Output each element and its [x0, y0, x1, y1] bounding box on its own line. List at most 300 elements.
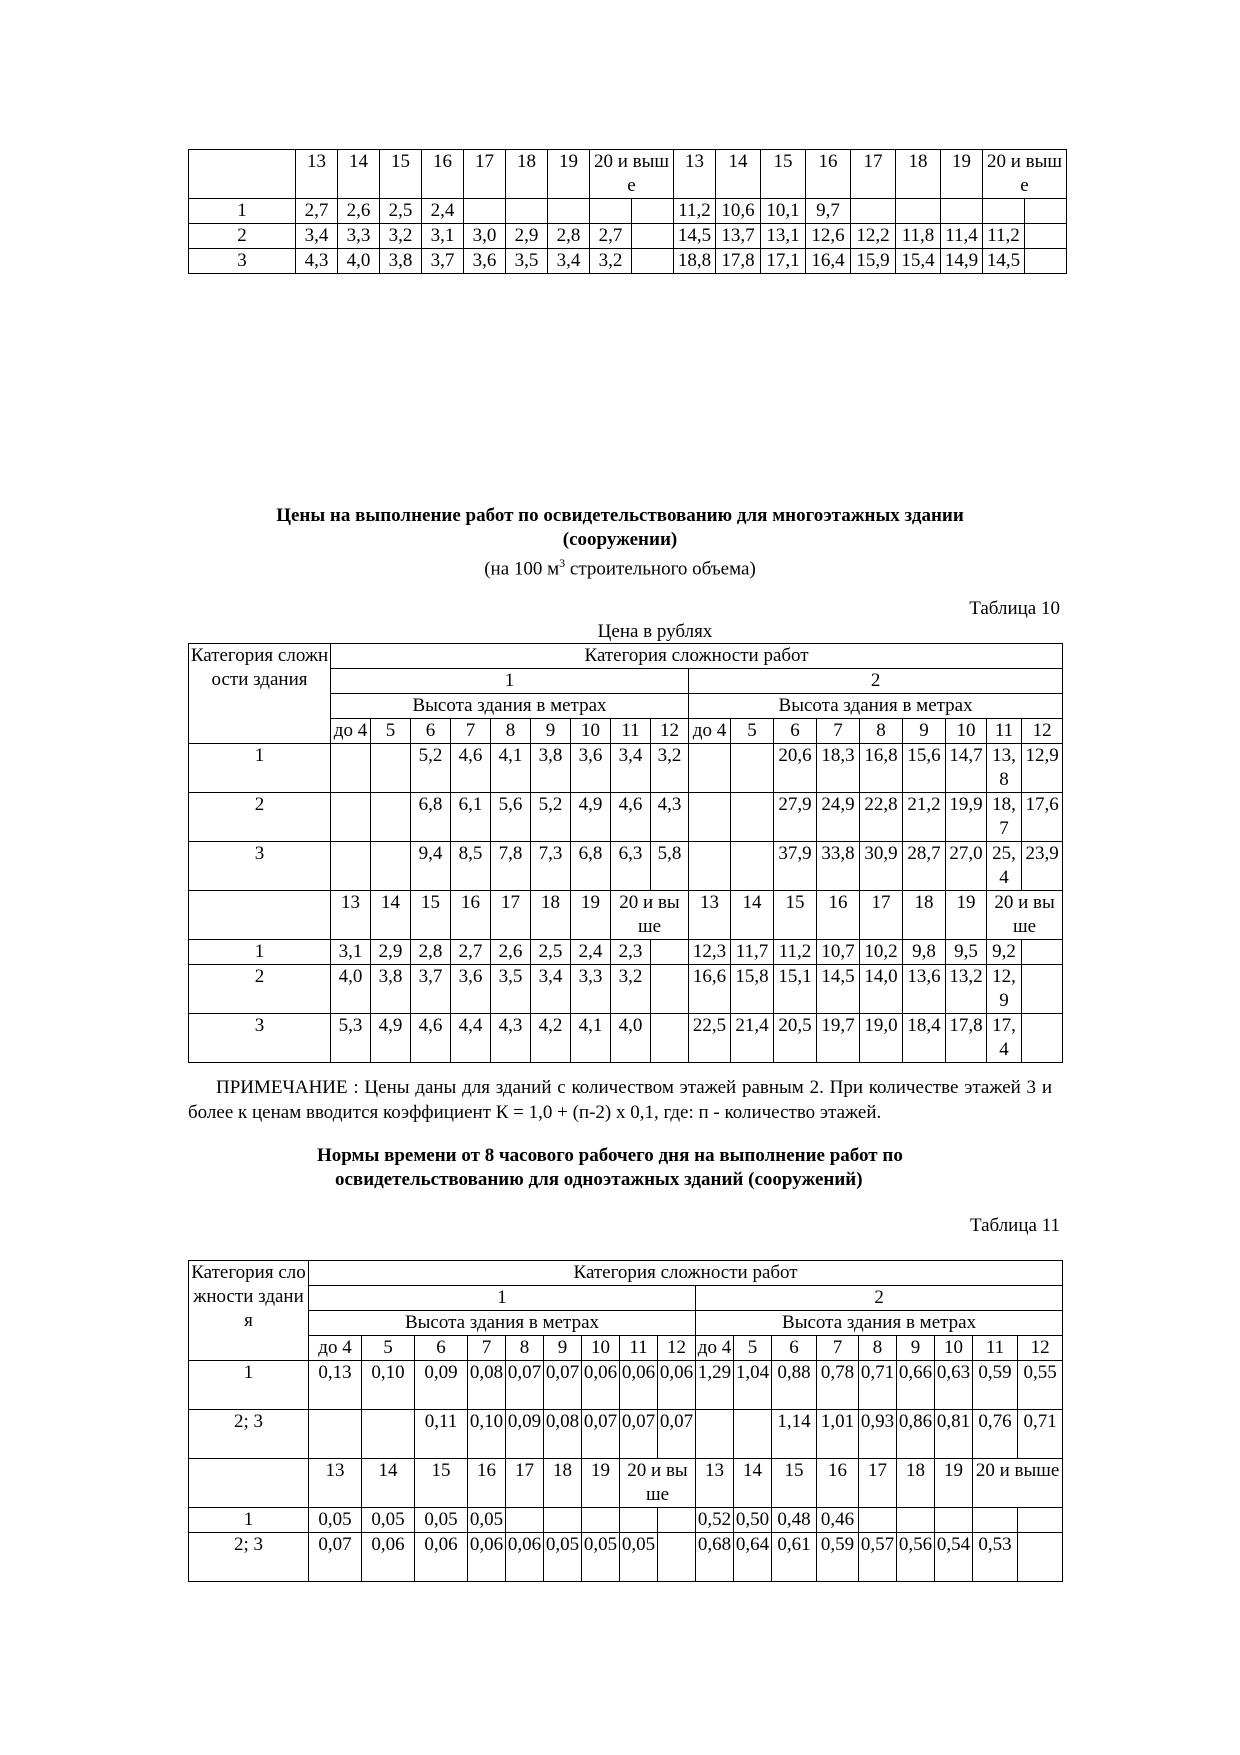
empty-cell — [651, 1014, 689, 1063]
value-cell — [859, 1508, 897, 1533]
table-row — [189, 1508, 1063, 1533]
value-cell — [309, 1410, 362, 1459]
value-cell: 12,2 — [851, 224, 896, 249]
value-cell: 3,6 — [464, 249, 506, 274]
empty-cell — [658, 1533, 696, 1582]
value-cell: 15,4 — [896, 249, 941, 274]
column-header: 18 — [544, 1459, 582, 1508]
value-cell: 13,2 — [946, 965, 987, 1014]
value-cell: 3,2 — [590, 249, 632, 274]
value-cell: 4,9 — [371, 1014, 411, 1063]
empty-cell — [651, 940, 689, 965]
value-cell: 1,14 — [772, 1410, 817, 1459]
value-cell: 0,50 — [734, 1508, 772, 1533]
column-header: 13 — [331, 891, 371, 940]
value-cell: 4,3 — [651, 793, 689, 842]
empty-cell — [189, 891, 331, 940]
column-header: 18 — [531, 891, 571, 940]
value-cell: 25,4 — [987, 842, 1022, 891]
value-cell — [689, 744, 731, 793]
value-cell: 19,9 — [946, 793, 987, 842]
value-cell: 9,7 — [806, 199, 851, 224]
value-cell — [620, 1508, 658, 1533]
value-cell — [544, 1508, 582, 1533]
value-cell: 14,0 — [860, 965, 903, 1014]
value-cell: 3,4 — [611, 744, 651, 793]
column-header: 7 — [817, 1336, 859, 1361]
table-row — [189, 842, 1063, 891]
column-header: 13 — [309, 1459, 362, 1508]
column-header: 17 — [491, 891, 531, 940]
value-cell: 3,5 — [491, 965, 531, 1014]
value-cell: 3,2 — [611, 965, 651, 1014]
value-cell: 0,46 — [817, 1508, 859, 1533]
value-cell: 2,9 — [371, 940, 411, 965]
empty-cell — [1022, 940, 1063, 965]
table-row — [189, 744, 1063, 793]
value-cell — [973, 1508, 1018, 1533]
value-cell — [371, 842, 411, 891]
empty-cell — [1022, 965, 1063, 1014]
value-cell: 0,61 — [772, 1533, 817, 1582]
value-cell: 15,9 — [851, 249, 896, 274]
column-header: 19 — [946, 891, 987, 940]
value-cell: 21,4 — [731, 1014, 774, 1063]
value-cell: 4,4 — [451, 1014, 491, 1063]
value-cell: 1,01 — [817, 1410, 859, 1459]
empty-cell — [1025, 249, 1067, 274]
value-cell: 18,7 — [987, 793, 1022, 842]
value-cell: 1,29 — [696, 1361, 734, 1410]
category-cell: 1 — [189, 1508, 309, 1533]
value-cell: 3,4 — [531, 965, 571, 1014]
column-header: 17 — [464, 150, 506, 199]
value-cell: 17,4 — [987, 1014, 1022, 1063]
value-cell — [689, 842, 731, 891]
value-cell — [464, 199, 506, 224]
column-header: 20 и выше — [983, 150, 1067, 199]
value-cell: 0,57 — [859, 1533, 897, 1582]
value-cell — [548, 199, 590, 224]
column-header: 5 — [362, 1336, 415, 1361]
column-header: 13 — [674, 150, 716, 199]
table-row — [189, 965, 1063, 1014]
value-cell: 0,10 — [362, 1361, 415, 1410]
value-cell: 4,3 — [296, 249, 338, 274]
column-header: 19 — [935, 1459, 973, 1508]
value-cell: 11,8 — [896, 224, 941, 249]
value-cell: 2,7 — [296, 199, 338, 224]
column-header: 5 — [371, 719, 411, 744]
column-header: 15 — [772, 1459, 817, 1508]
value-cell: 5,3 — [331, 1014, 371, 1063]
value-cell: 17,6 — [1022, 793, 1063, 842]
value-cell: 0,07 — [544, 1361, 582, 1410]
column-header: 18 — [896, 150, 941, 199]
value-cell: 0,06 — [658, 1361, 696, 1410]
value-cell — [935, 1508, 973, 1533]
value-cell: 13,8 — [987, 744, 1022, 793]
column-header: 17 — [859, 1459, 897, 1508]
column-header: 15 — [415, 1459, 468, 1508]
value-cell: 4,0 — [611, 1014, 651, 1063]
value-cell: 0,07 — [506, 1361, 544, 1410]
section-10-title-line1: Цены на выполнение работ по освидетельствованию для многоэтажных здании — [276, 505, 964, 526]
column-header: до 4 — [331, 719, 371, 744]
table-row — [189, 940, 1063, 965]
value-cell: 0,05 — [468, 1508, 506, 1533]
category-cell: 1 — [189, 199, 296, 224]
value-cell: 3,2 — [651, 744, 689, 793]
category-cell: 3 — [189, 1014, 331, 1063]
empty-cell — [658, 1508, 696, 1533]
column-header: 11 — [973, 1336, 1018, 1361]
column-header: 7 — [468, 1336, 506, 1361]
column-header: 11 — [611, 719, 651, 744]
column-header: 5 — [734, 1336, 772, 1361]
subtitle-text: (на 100 м — [484, 558, 560, 580]
value-cell: 17,8 — [716, 249, 761, 274]
column-header: 18 — [897, 1459, 935, 1508]
value-cell: 4,6 — [411, 1014, 451, 1063]
value-cell — [371, 744, 411, 793]
column-header: до 4 — [696, 1336, 734, 1361]
value-cell: 18,8 — [674, 249, 716, 274]
value-cell: 0,05 — [309, 1508, 362, 1533]
value-cell: 6,8 — [411, 793, 451, 842]
column-header: 14 — [362, 1459, 415, 1508]
value-cell: 4,6 — [611, 793, 651, 842]
column-header: до 4 — [309, 1336, 362, 1361]
value-cell: 0,71 — [1018, 1410, 1063, 1459]
value-cell — [689, 793, 731, 842]
subtitle-sup: 3 — [559, 556, 566, 570]
value-cell: 14,5 — [674, 224, 716, 249]
column-header: 10 — [582, 1336, 620, 1361]
column-header: 14 — [731, 891, 774, 940]
value-cell: 0,88 — [772, 1361, 817, 1410]
value-cell: 5,8 — [651, 842, 689, 891]
empty-cell — [1022, 1014, 1063, 1063]
value-cell: 2,8 — [411, 940, 451, 965]
value-cell: 0,07 — [582, 1410, 620, 1459]
value-cell — [731, 793, 774, 842]
height-header: Высота здания в метрах — [696, 1311, 1063, 1336]
value-cell: 4,2 — [531, 1014, 571, 1063]
value-cell: 12,3 — [689, 940, 731, 965]
value-cell: 5,2 — [411, 744, 451, 793]
column-header: 17 — [860, 891, 903, 940]
value-cell: 0,76 — [973, 1410, 1018, 1459]
value-cell: 4,1 — [571, 1014, 611, 1063]
column-header: 16 — [817, 891, 860, 940]
table-row — [189, 1361, 1063, 1410]
value-cell: 2,9 — [506, 224, 548, 249]
value-cell: 9,2 — [987, 940, 1022, 965]
empty-cell — [1025, 224, 1067, 249]
value-cell: 4,0 — [331, 965, 371, 1014]
value-cell: 6,3 — [611, 842, 651, 891]
column-header: 7 — [451, 719, 491, 744]
value-cell: 0,06 — [415, 1533, 468, 1582]
column-header: 19 — [941, 150, 983, 199]
value-cell: 0,64 — [734, 1533, 772, 1582]
column-header: 14 — [338, 150, 380, 199]
column-header: 9 — [544, 1336, 582, 1361]
value-cell: 0,54 — [935, 1533, 973, 1582]
column-header: 19 — [548, 150, 590, 199]
value-cell: 3,3 — [338, 224, 380, 249]
section-11-title-line2: освидетельствованию для одноэтажных зданий (сооружений) — [335, 1169, 863, 1190]
value-cell: 9,8 — [903, 940, 946, 965]
value-cell — [897, 1508, 935, 1533]
column-header: 15 — [761, 150, 806, 199]
value-cell: 3,2 — [380, 224, 422, 249]
value-cell: 12,6 — [806, 224, 851, 249]
value-cell: 14,7 — [946, 744, 987, 793]
column-header: 13 — [296, 150, 338, 199]
column-header: 6 — [415, 1336, 468, 1361]
value-cell: 9,5 — [946, 940, 987, 965]
value-cell: 2,4 — [422, 199, 464, 224]
column-header: 20 и выше — [987, 891, 1063, 940]
table-row — [189, 1459, 1063, 1508]
group-header: 1 — [309, 1286, 696, 1311]
value-cell: 14,9 — [941, 249, 983, 274]
value-cell: 10,7 — [817, 940, 860, 965]
value-cell: 5,6 — [491, 793, 531, 842]
continuation-table — [188, 149, 1067, 274]
column-header: 12 — [651, 719, 689, 744]
category-cell: 2 — [189, 224, 296, 249]
column-header: 18 — [903, 891, 946, 940]
value-cell: 0,66 — [897, 1361, 935, 1410]
column-header: 13 — [689, 891, 731, 940]
value-cell: 0,05 — [415, 1508, 468, 1533]
value-cell: 0,07 — [658, 1410, 696, 1459]
value-cell: 0,78 — [817, 1361, 859, 1410]
column-header: 14 — [716, 150, 761, 199]
column-header: 8 — [491, 719, 531, 744]
value-cell: 19,0 — [860, 1014, 903, 1063]
table-10-label: Таблица 10 — [969, 598, 1060, 619]
value-cell: 11,7 — [731, 940, 774, 965]
value-cell: 3,8 — [371, 965, 411, 1014]
column-header: 16 — [468, 1459, 506, 1508]
value-cell: 10,2 — [860, 940, 903, 965]
value-cell: 30,9 — [860, 842, 903, 891]
value-cell: 0,09 — [415, 1361, 468, 1410]
value-cell: 0,06 — [582, 1361, 620, 1410]
value-cell — [506, 199, 548, 224]
value-cell — [506, 1508, 544, 1533]
value-cell: 0,07 — [309, 1533, 362, 1582]
value-cell: 15,1 — [774, 965, 817, 1014]
column-header: до 4 — [689, 719, 731, 744]
value-cell: 0,48 — [772, 1508, 817, 1533]
value-cell — [331, 842, 371, 891]
category-cell: 1 — [189, 940, 331, 965]
value-cell: 2,3 — [611, 940, 651, 965]
value-cell: 12,9 — [987, 965, 1022, 1014]
value-cell: 15,6 — [903, 744, 946, 793]
table-row — [189, 1014, 1063, 1063]
column-header: 6 — [774, 719, 817, 744]
table-row — [189, 891, 1063, 940]
value-cell: 5,2 — [531, 793, 571, 842]
column-header: 8 — [506, 1336, 544, 1361]
table-row — [189, 199, 1067, 224]
column-header: 15 — [411, 891, 451, 940]
value-cell: 0,63 — [935, 1361, 973, 1410]
value-cell: 0,52 — [696, 1508, 734, 1533]
empty-cell — [1018, 1533, 1063, 1582]
category-cell: 2 — [189, 965, 331, 1014]
column-header: 10 — [935, 1336, 973, 1361]
value-cell: 7,3 — [531, 842, 571, 891]
table-11 — [188, 1260, 1063, 1582]
value-cell: 22,8 — [860, 793, 903, 842]
value-cell: 4,9 — [571, 793, 611, 842]
value-cell: 14,5 — [983, 249, 1025, 274]
column-header: 6 — [411, 719, 451, 744]
table-row — [189, 1336, 1063, 1361]
value-cell: 0,13 — [309, 1361, 362, 1410]
value-cell: 3,0 — [464, 224, 506, 249]
column-header: 16 — [422, 150, 464, 199]
value-cell: 0,11 — [415, 1410, 468, 1459]
value-cell: 27,0 — [946, 842, 987, 891]
value-cell: 3,8 — [380, 249, 422, 274]
table-row — [189, 1261, 1063, 1286]
value-cell: 3,4 — [296, 224, 338, 249]
table-row — [189, 1311, 1063, 1336]
column-header: 9 — [897, 1336, 935, 1361]
height-header: Высота здания в метрах — [331, 694, 689, 719]
column-header: 12 — [658, 1336, 696, 1361]
value-cell: 1,04 — [734, 1361, 772, 1410]
value-cell: 11,2 — [674, 199, 716, 224]
column-header: 9 — [531, 719, 571, 744]
table-row — [189, 1286, 1063, 1311]
column-header: 8 — [860, 719, 903, 744]
column-header: 11 — [987, 719, 1022, 744]
value-cell: 19,7 — [817, 1014, 860, 1063]
value-cell: 3,6 — [571, 744, 611, 793]
value-cell: 3,4 — [548, 249, 590, 274]
value-cell: 13,6 — [903, 965, 946, 1014]
value-cell: 0,59 — [817, 1533, 859, 1582]
value-cell — [362, 1410, 415, 1459]
value-cell: 15,8 — [731, 965, 774, 1014]
note-paragraph: ПРИМЕЧАНИЕ : Цены даны для зданий с количеством этажей равным 2. При количестве этажей 3 и более к ценам вводится коэффициент К = 1,0 + (п-2) х 0,1, где: п - количество этажей. — [188, 1077, 1052, 1123]
value-cell: 0,06 — [620, 1361, 658, 1410]
column-header: 8 — [859, 1336, 897, 1361]
value-cell: 0,07 — [620, 1410, 658, 1459]
value-cell: 0,86 — [897, 1410, 935, 1459]
value-cell — [731, 842, 774, 891]
value-cell: 6,8 — [571, 842, 611, 891]
complexity-header: Категория сложности работ — [331, 644, 1063, 669]
section-10-title-line2: (сооружении) — [562, 529, 678, 550]
value-cell: 4,3 — [491, 1014, 531, 1063]
column-header: 16 — [451, 891, 491, 940]
column-header: 20 и выше — [611, 891, 689, 940]
value-cell: 23,9 — [1022, 842, 1063, 891]
category-header: Категория сложности здания — [189, 644, 331, 744]
column-header: 5 — [731, 719, 774, 744]
category-cell: 2; 3 — [189, 1410, 309, 1459]
empty-cell — [1025, 199, 1067, 224]
empty-cell — [632, 249, 674, 274]
value-cell: 0,93 — [859, 1410, 897, 1459]
column-header: 16 — [806, 150, 851, 199]
value-cell: 21,2 — [903, 793, 946, 842]
value-cell: 8,5 — [451, 842, 491, 891]
table-row — [189, 793, 1063, 842]
value-cell: 14,5 — [817, 965, 860, 1014]
column-header: 6 — [772, 1336, 817, 1361]
value-cell: 0,56 — [897, 1533, 935, 1582]
column-header: 19 — [571, 891, 611, 940]
column-header: 20 и выше — [620, 1459, 696, 1508]
table-row — [189, 150, 1067, 199]
section-11-title — [270, 1144, 970, 1192]
value-cell — [331, 744, 371, 793]
value-cell: 10,6 — [716, 199, 761, 224]
column-header: 17 — [506, 1459, 544, 1508]
column-header: 14 — [734, 1459, 772, 1508]
value-cell: 0,08 — [544, 1410, 582, 1459]
value-cell: 28,7 — [903, 842, 946, 891]
column-header: 13 — [696, 1459, 734, 1508]
value-cell: 2,7 — [451, 940, 491, 965]
value-cell: 4,0 — [338, 249, 380, 274]
subtitle-text-end: строительного объема) — [565, 558, 756, 580]
value-cell: 27,9 — [774, 793, 817, 842]
value-cell: 12,9 — [1022, 744, 1063, 793]
section-11-title-line1: Нормы времени от 8 часового рабочего дня на выполнение работ по — [317, 1145, 903, 1166]
table-row — [189, 644, 1063, 669]
value-cell — [734, 1410, 772, 1459]
value-cell — [731, 744, 774, 793]
value-cell: 2,8 — [548, 224, 590, 249]
value-cell: 0,05 — [582, 1533, 620, 1582]
value-cell — [582, 1508, 620, 1533]
value-cell: 0,71 — [859, 1361, 897, 1410]
group-header: 2 — [696, 1286, 1063, 1311]
column-header: 10 — [946, 719, 987, 744]
value-cell: 2,5 — [380, 199, 422, 224]
value-cell — [896, 199, 941, 224]
value-cell: 0,55 — [1018, 1361, 1063, 1410]
column-header: 15 — [380, 150, 422, 199]
empty-cell — [632, 199, 674, 224]
column-header: 17 — [851, 150, 896, 199]
value-cell: 17,8 — [946, 1014, 987, 1063]
price-label: Цена в рублях — [597, 621, 713, 642]
empty-cell — [651, 965, 689, 1014]
value-cell: 0,05 — [620, 1533, 658, 1582]
value-cell: 3,6 — [451, 965, 491, 1014]
value-cell: 11,2 — [774, 940, 817, 965]
value-cell: 4,6 — [451, 744, 491, 793]
category-cell: 2 — [189, 793, 331, 842]
value-cell: 0,05 — [362, 1508, 415, 1533]
value-cell — [851, 199, 896, 224]
complexity-header: Категория сложности работ — [309, 1261, 1063, 1286]
value-cell: 10,1 — [761, 199, 806, 224]
